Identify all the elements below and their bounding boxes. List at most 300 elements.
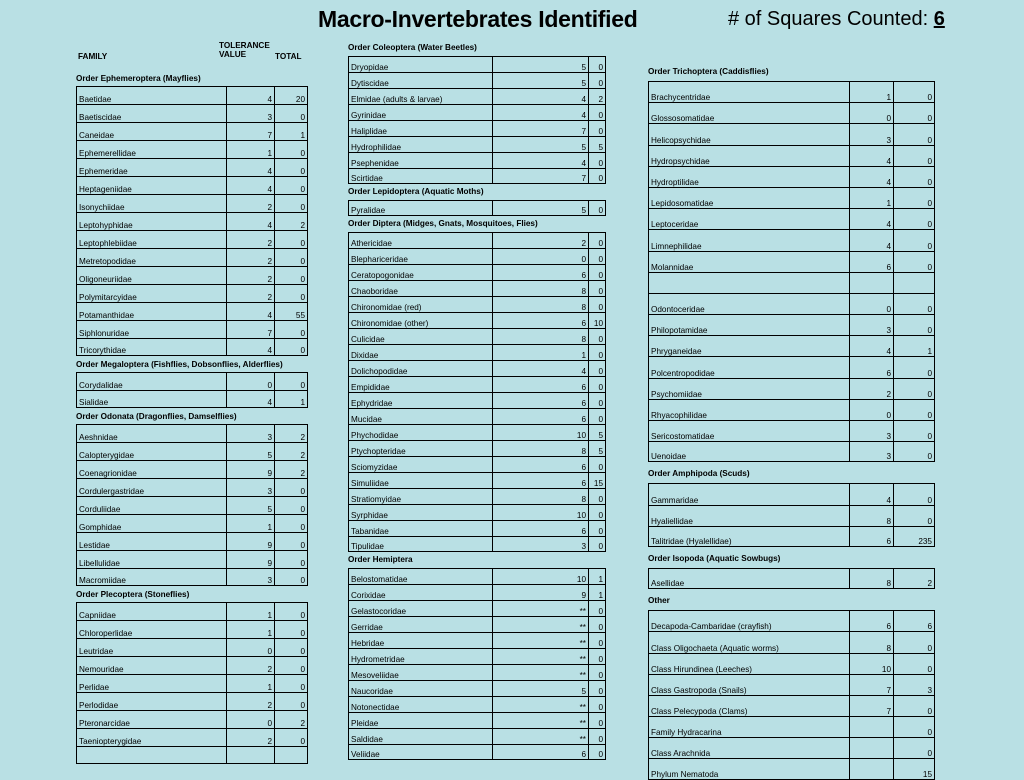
total-count: 0 (274, 285, 308, 302)
family-name: Hebridae (351, 639, 385, 648)
page-title: Macro-Invertebrates Identified (318, 6, 638, 32)
table-row (648, 272, 935, 293)
family-name: Chaoboridae (351, 287, 398, 296)
tolerance-value: 1 (849, 188, 893, 208)
table-row (348, 312, 606, 328)
tolerance-value: 5 (226, 497, 274, 514)
family-name: Scirtidae (351, 174, 383, 183)
table-row (76, 104, 308, 122)
tolerance-value: 6 (492, 745, 588, 759)
family-name: Syrphidae (351, 511, 388, 520)
table-row (348, 712, 606, 728)
tolerance-value: ** (492, 665, 588, 680)
table-row (648, 483, 935, 504)
total-count: 0 (893, 654, 935, 674)
family-name: Elmidae (adults & larvae) (351, 95, 443, 104)
table-row (348, 616, 606, 632)
tolerance-value: 4 (849, 230, 893, 250)
table-row (648, 251, 935, 272)
table-row (348, 392, 606, 408)
table-row (76, 248, 308, 266)
total-count: 0 (274, 515, 308, 532)
tolerance-value: 9 (492, 585, 588, 600)
family-name: Pleidae (351, 719, 379, 728)
tolerance-value: 0 (226, 711, 274, 728)
total-count: 0 (588, 713, 606, 728)
tolerance-value: 6 (849, 527, 893, 546)
table-row (76, 460, 308, 478)
squares-counted-value: 6 (933, 8, 945, 30)
table-row (348, 328, 606, 344)
family-name: Blephariceridae (351, 255, 408, 264)
tolerance-value: 6 (492, 377, 588, 392)
table-row (348, 584, 606, 600)
tolerance-value: 4 (226, 391, 274, 407)
total-count: 0 (274, 569, 308, 585)
table-row (76, 620, 308, 638)
total-count: 0 (274, 693, 308, 710)
total-count: 0 (588, 681, 606, 696)
tolerance-value: ** (492, 633, 588, 648)
table-row (348, 520, 606, 536)
order-heading: Order Megaloptera (Fishflies, Dobsonflies, Alderflies) (76, 360, 283, 369)
family-name: Perlidae (79, 683, 110, 692)
family-name: Rhyacophilidae (651, 411, 707, 420)
table-row (348, 600, 606, 616)
tolerance-value: 6 (849, 357, 893, 377)
family-name: Corixidae (351, 591, 386, 600)
tolerance-value: 4 (226, 339, 274, 355)
total-count: 5 (588, 441, 606, 456)
table-row (648, 631, 935, 652)
table-row (348, 696, 606, 712)
family-name: Dytiscidae (351, 79, 389, 88)
family-name: Sciomyzidae (351, 463, 398, 472)
family-name: Dolichopodidae (351, 367, 408, 376)
tolerance-value: 2 (492, 233, 588, 248)
tolerance-value: 8 (849, 506, 893, 526)
family-name: Oligoneuriidae (79, 275, 132, 284)
total-count (893, 273, 935, 293)
tolerance-value: 7 (849, 696, 893, 716)
table-row (348, 648, 606, 664)
total-count: 0 (893, 188, 935, 208)
family-name: Notonectidae (351, 703, 400, 712)
order-heading: Order Ephemeroptera (Mayflies) (76, 74, 201, 83)
table-row (76, 550, 308, 568)
tolerance-value: 2 (226, 195, 274, 212)
table-row (76, 390, 308, 408)
total-count: 0 (588, 169, 606, 183)
family-name: Chloroperlidae (79, 629, 133, 638)
table-row (648, 610, 935, 631)
family-name: Ceratopogonidae (351, 271, 414, 280)
order-heading: Order Odonata (Dragonflies, Damselflies) (76, 412, 237, 421)
family-name: Veliidae (351, 750, 380, 759)
total-count: 1 (588, 585, 606, 600)
family-name: Stratiomyidae (351, 495, 402, 504)
table-header (76, 40, 308, 70)
tolerance-value: 4 (226, 87, 274, 104)
table-row (648, 229, 935, 250)
tolerance-value: 2 (226, 231, 274, 248)
tolerance-value: 6 (492, 457, 588, 472)
family-name: Libellulidae (79, 559, 120, 568)
table-row (76, 442, 308, 460)
family-name: Baetidae (79, 95, 112, 104)
tolerance-value: 9 (226, 551, 274, 568)
tolerance-value: 6 (492, 393, 588, 408)
total-count: 2 (274, 443, 308, 460)
family-name: Sericostomatidae (651, 432, 715, 442)
table-row (648, 187, 935, 208)
total-count: 0 (893, 400, 935, 420)
total-count: 0 (588, 521, 606, 536)
total-count: 0 (893, 230, 935, 250)
total-count: 0 (588, 649, 606, 664)
tolerance-value: ** (492, 729, 588, 744)
family-name: Dixidae (351, 351, 379, 360)
table-row (76, 122, 308, 140)
tolerance-value: 0 (849, 103, 893, 123)
tolerance-value (849, 717, 893, 737)
family-name: Ptychopteridae (351, 447, 406, 456)
table-row (76, 602, 308, 620)
total-count: 0 (274, 657, 308, 674)
family-name: Phylum Nematoda (651, 769, 719, 779)
table-row (348, 248, 606, 264)
tolerance-value: 3 (492, 537, 588, 551)
table-row (76, 86, 308, 104)
tolerance-value: 8 (492, 441, 588, 456)
table-row (348, 744, 606, 760)
total-count: 0 (893, 506, 935, 526)
total-count: 1 (274, 123, 308, 140)
family-name: Class Oligochaeta (Aquatic worms) (651, 643, 779, 653)
total-count: 0 (588, 281, 606, 296)
table-row (348, 728, 606, 744)
total-count: 0 (274, 177, 308, 194)
table-row (76, 194, 308, 212)
table-row (348, 136, 606, 152)
table-row (348, 72, 606, 88)
family-name: Leutridae (79, 647, 114, 656)
family-name: Mucidae (351, 415, 382, 424)
tolerance-value: 1 (849, 82, 893, 102)
tolerance-value: 7 (226, 321, 274, 338)
family-name: Leptohyphidae (79, 221, 133, 230)
total-count: 0 (274, 321, 308, 338)
table-row (348, 456, 606, 472)
family-name: Class Gastropoda (Snails) (651, 685, 747, 695)
family-name: Hydrophilidae (351, 143, 402, 152)
table-row (648, 758, 935, 779)
total-count: 0 (588, 457, 606, 472)
family-name: Gyrinidae (351, 111, 387, 120)
total-count: 0 (893, 442, 935, 461)
table-row (348, 200, 606, 216)
tolerance-value: 5 (226, 443, 274, 460)
family-name: Lepidosomatidae (651, 199, 714, 209)
order-heading: Order Coleoptera (Water Beetles) (348, 43, 477, 52)
family-name: Psychomiidae (651, 389, 702, 399)
family-name: Talitridae (Hyalellidae) (651, 536, 732, 546)
tolerance-value: 3 (849, 442, 893, 461)
table-row (348, 296, 606, 312)
total-count: 0 (893, 124, 935, 144)
total-count: 2 (274, 425, 308, 442)
total-count: 0 (274, 497, 308, 514)
family-name: Haliplidae (351, 127, 387, 136)
family-name: Psephenidae (351, 159, 399, 168)
tolerance-value: 5 (492, 137, 588, 152)
family-name: Gomphidae (79, 523, 122, 532)
table-row (76, 158, 308, 176)
tolerance-value: 1 (226, 603, 274, 620)
total-count: 0 (588, 377, 606, 392)
total-count: 1 (893, 336, 935, 356)
table-row (648, 399, 935, 420)
order-heading: Order Lepidoptera (Aquatic Moths) (348, 187, 484, 196)
table-row (76, 478, 308, 496)
table-row (76, 372, 308, 390)
total-count: 0 (588, 665, 606, 680)
tolerance-value: 7 (849, 675, 893, 695)
table-row (76, 728, 308, 746)
family-name: Uenoidae (651, 452, 687, 462)
tolerance-value: 7 (492, 121, 588, 136)
total-count: 3 (893, 675, 935, 695)
total-count: 0 (274, 249, 308, 266)
tolerance-value: 8 (492, 489, 588, 504)
total-count: 0 (893, 379, 935, 399)
family-name: Gelastocoridae (351, 607, 407, 616)
table-row (648, 208, 935, 229)
total-count: 0 (588, 201, 606, 215)
total-count: 0 (588, 361, 606, 376)
tolerance-value: 5 (492, 201, 588, 215)
table-row (348, 344, 606, 360)
tolerance-value (849, 759, 893, 778)
tolerance-value: 4 (849, 167, 893, 187)
total-count (274, 747, 308, 763)
family-name: Simuliidae (351, 479, 389, 488)
table-row (348, 472, 606, 488)
tolerance-value: ** (492, 697, 588, 712)
total-count: 0 (588, 121, 606, 136)
family-name: Coenagrionidae (79, 469, 137, 478)
table-row (648, 378, 935, 399)
table-row (348, 568, 606, 584)
total-count: 55 (274, 303, 308, 320)
tolerance-value: 0 (849, 400, 893, 420)
table-row (348, 120, 606, 136)
family-name: Athericidae (351, 239, 392, 248)
family-name: Dryopidae (351, 63, 389, 72)
total-count: 0 (588, 617, 606, 632)
family-name: Naucoridae (351, 687, 393, 696)
table-row (348, 536, 606, 552)
family-name: Belostomatidae (351, 575, 408, 584)
tolerance-value: 2 (226, 693, 274, 710)
total-count: 0 (274, 551, 308, 568)
total-count: 0 (588, 409, 606, 424)
total-count: 0 (274, 141, 308, 158)
tolerance-value: ** (492, 617, 588, 632)
total-count: 2 (274, 213, 308, 230)
table-row (648, 166, 935, 187)
table-row (648, 737, 935, 758)
total-count: 0 (274, 339, 308, 355)
family-name: Ephydridae (351, 399, 393, 408)
table-row (76, 424, 308, 442)
tolerance-value: 4 (492, 361, 588, 376)
tolerance-value: 2 (226, 657, 274, 674)
family-name: Brachycentridae (651, 93, 711, 103)
table-row (76, 284, 308, 302)
order-heading: Order Hemiptera (348, 555, 413, 564)
tolerance-value: 6 (492, 313, 588, 328)
table-row (348, 264, 606, 280)
total-count: 0 (274, 195, 308, 212)
total-count: 0 (588, 633, 606, 648)
table-row (648, 568, 935, 589)
tolerance-value: 2 (226, 285, 274, 302)
order-heading: Order Amphipoda (Scuds) (648, 469, 750, 479)
tolerance-value: 4 (226, 159, 274, 176)
table-row (348, 232, 606, 248)
tolerance-value: 5 (492, 57, 588, 72)
tolerance-value: 6 (492, 409, 588, 424)
table-row (348, 88, 606, 104)
table-row (648, 123, 935, 144)
table-row (348, 424, 606, 440)
table-row (76, 638, 308, 656)
family-name: Caneidae (79, 131, 115, 140)
table-row (348, 376, 606, 392)
tolerance-value: 5 (492, 681, 588, 696)
table-row (648, 420, 935, 441)
total-count: 0 (274, 675, 308, 692)
total-count: 0 (588, 697, 606, 712)
table-row (76, 656, 308, 674)
column-body (76, 70, 308, 764)
total-count: 0 (588, 249, 606, 264)
total-count: 0 (893, 357, 935, 377)
tolerance-value: 8 (849, 632, 893, 652)
total-count: 0 (588, 537, 606, 551)
total-count: 0 (274, 603, 308, 620)
total-count: 1 (274, 391, 308, 407)
tolerance-value: 8 (492, 329, 588, 344)
tolerance-value: 6 (849, 252, 893, 272)
table-row (76, 320, 308, 338)
total-count: 0 (274, 621, 308, 638)
total-count: 0 (893, 103, 935, 123)
table-row (648, 505, 935, 526)
order-heading: Order Plecoptera (Stoneflies) (76, 590, 190, 599)
total-count: 0 (588, 601, 606, 616)
tolerance-value: 3 (226, 479, 274, 496)
total-count: 0 (274, 729, 308, 746)
total-count: 0 (274, 373, 308, 390)
family-name: Polymitarcyidae (79, 293, 137, 302)
tolerance-value: 5 (492, 73, 588, 88)
family-name: Tipulidae (351, 542, 384, 551)
tolerance-value: 3 (226, 425, 274, 442)
tolerance-value: 3 (226, 569, 274, 585)
table-column-1 (76, 40, 308, 764)
table-row (648, 356, 935, 377)
tolerance-value: ** (492, 649, 588, 664)
family-name: Ephemeridae (79, 167, 128, 176)
family-name: Aeshnidae (79, 433, 118, 442)
tolerance-value: 10 (492, 505, 588, 520)
total-count: 0 (588, 505, 606, 520)
table-row (76, 338, 308, 356)
table-row (648, 335, 935, 356)
family-name: Gammaridae (651, 495, 699, 505)
total-count: 0 (893, 632, 935, 652)
tolerance-value: 4 (226, 303, 274, 320)
order-heading: Other (648, 596, 670, 606)
tolerance-value: 0 (492, 249, 588, 264)
family-name: Capniidae (79, 611, 116, 620)
tolerance-value: 10 (492, 569, 588, 584)
total-count: 6 (893, 611, 935, 631)
total-count: 0 (893, 209, 935, 229)
squares-counted-label: # of Squares Counted: (728, 8, 934, 30)
tolerance-value: 2 (226, 729, 274, 746)
table-row (76, 568, 308, 586)
total-count: 0 (274, 479, 308, 496)
total-count: 0 (274, 105, 308, 122)
total-count: 0 (588, 489, 606, 504)
total-count: 0 (893, 717, 935, 737)
total-count: 5 (588, 425, 606, 440)
tolerance-value: 2 (226, 267, 274, 284)
total-count: 2 (893, 569, 935, 588)
table-row (348, 440, 606, 456)
family-name: Chironomidae (red) (351, 303, 422, 312)
tolerance-value (849, 273, 893, 293)
table-row (648, 674, 935, 695)
tolerance-value: 1 (226, 515, 274, 532)
family-name: Phryganeidae (651, 347, 702, 357)
total-count: 2 (588, 89, 606, 104)
total-count: 15 (893, 759, 935, 778)
table-row (348, 408, 606, 424)
table-row (348, 360, 606, 376)
tolerance-value: 3 (226, 105, 274, 122)
tolerance-value: 4 (492, 153, 588, 168)
table-row (76, 532, 308, 550)
family-name: Philopotamidae (651, 326, 708, 336)
tolerance-value: 0 (226, 639, 274, 656)
tolerance-value: 1 (226, 675, 274, 692)
total-count: 0 (893, 252, 935, 272)
header-total: TOTAL (275, 52, 302, 61)
table-row (76, 212, 308, 230)
total-count: 2 (274, 711, 308, 728)
table-row (348, 168, 606, 184)
order-heading: Order Trichoptera (Caddisflies) (648, 67, 769, 76)
squares-counted (728, 8, 945, 31)
table-row (648, 526, 935, 547)
family-name: Hyaliellidae (651, 516, 693, 526)
total-count: 20 (274, 87, 308, 104)
total-count: 10 (588, 313, 606, 328)
